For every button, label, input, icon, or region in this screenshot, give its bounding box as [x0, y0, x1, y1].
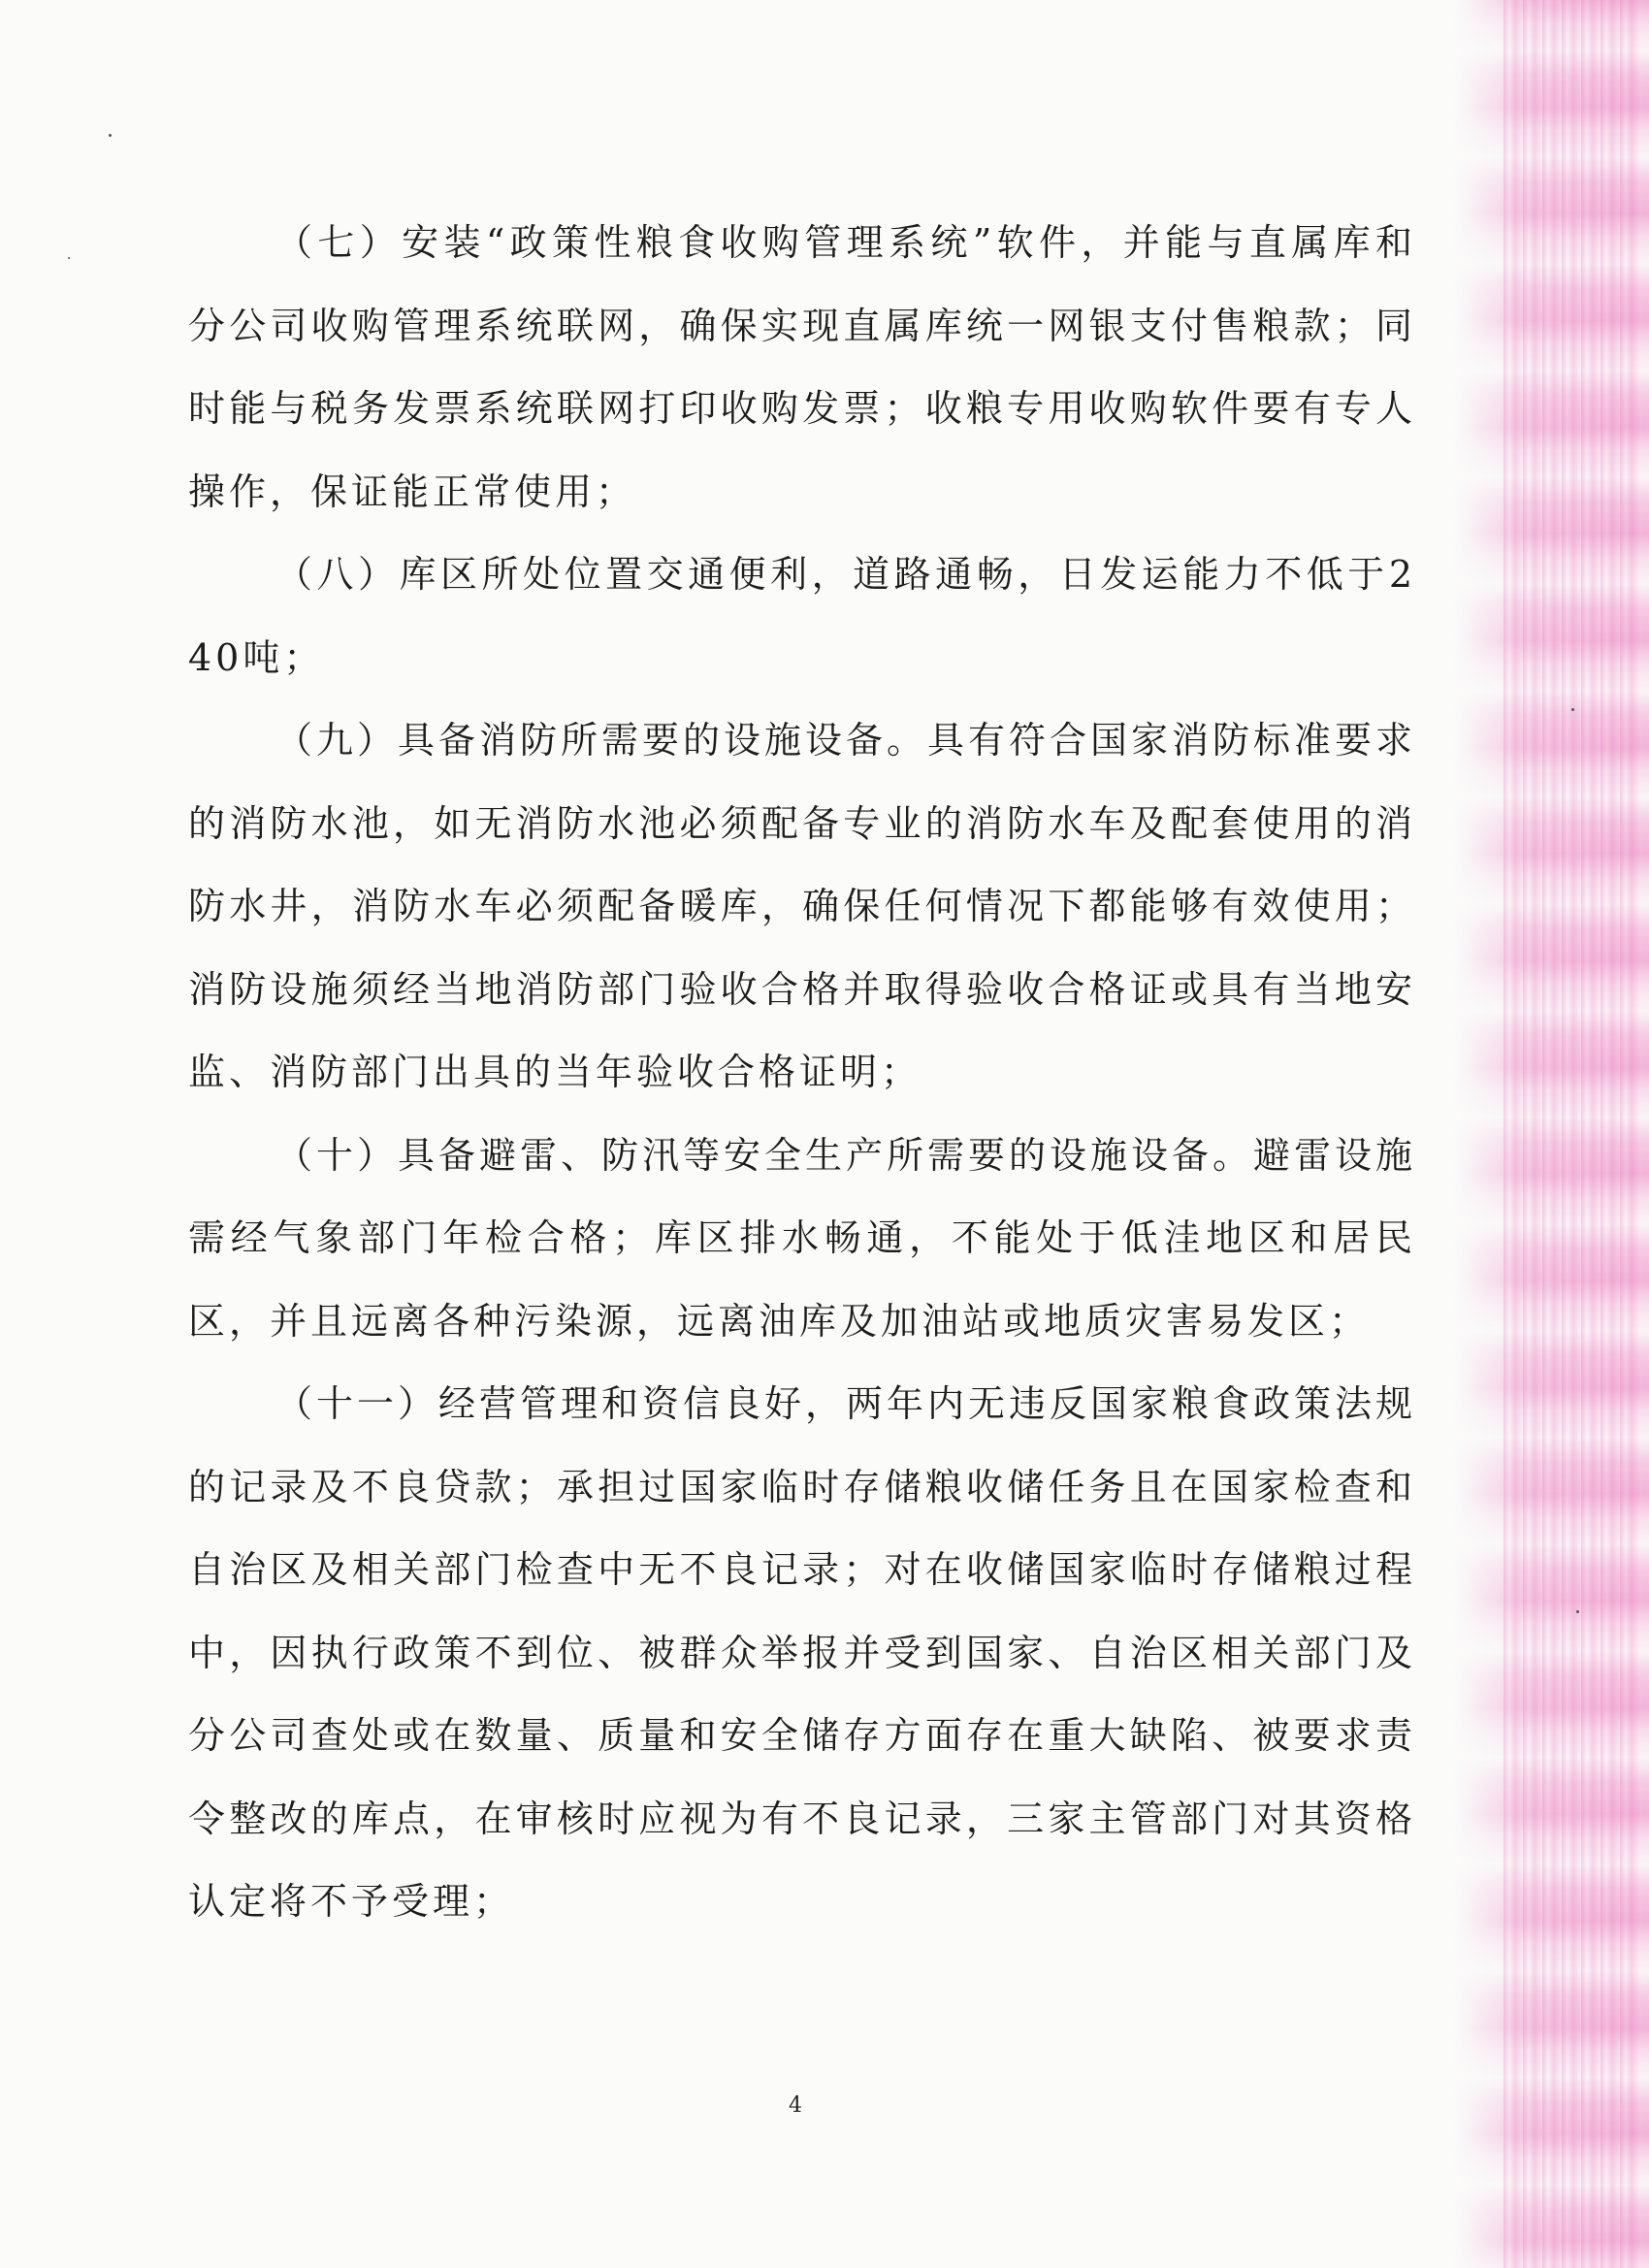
page-number: 4 — [789, 2093, 802, 2118]
paragraph-9: （九）具备消防所需要的设施设备。具有符合国家消防标准要求的消防水池，如无消防水池必须配备专业的消防水车及配套使用的消防水井，消防水车必须配备暖库，确保任何情况下都能够有效使用；消防设施须经当地消防部门验收合格并取得验收合格证或具有当地安监、消防部门出具的当年验收合格证明； — [188, 719, 1417, 1093]
scan-speck — [1576, 1610, 1579, 1613]
scan-speck — [1571, 708, 1574, 711]
body-text — [188, 202, 1416, 1944]
seal-texture — [1504, 0, 1639, 2268]
paragraph-8: （八）库区所处位置交通便利，道路通畅，日发运能力不低于240吨； — [188, 553, 1416, 679]
paragraph-11: （十一）经营管理和资信良好，两年内无违反国家粮食政策法规的记录及不良贷款；承担过国家临时存储粮收储任务且在国家检查和自治区及相关部门检查中无不良记录；对在收储国家临时存储粮过程中，因执行政策不到位、被群众举报并受到国家、自治区相关部门及分公司查处或在数量、质量和安全储存方面存在重大缺陷、被要求责令整改的库点，在审核时应视为有不良记录，三家主管部门对其资格认定将不予受理； — [188, 1382, 1417, 1923]
paragraph-10: （十）具备避雷、防汛等安全生产所需要的设施设备。避雷设施需经气象部门年检合格；库区排水畅通，不能处于低洼地区和居民区，并且远离各种污染源，远离油库及加油站或地质灾害易发区； — [188, 1133, 1417, 1343]
scan-speck — [68, 257, 70, 259]
paragraph-7: （七）安装“政策性粮食收购管理系统”软件，并能与直属库和分公司收购管理系统联网，确保实现直属库统一网银支付售粮款；同时能与税务发票系统联网打印收购发票；收粮专用收购软件要有专人操作，保证能正常使用； — [188, 221, 1416, 513]
scan-speck — [109, 134, 112, 137]
